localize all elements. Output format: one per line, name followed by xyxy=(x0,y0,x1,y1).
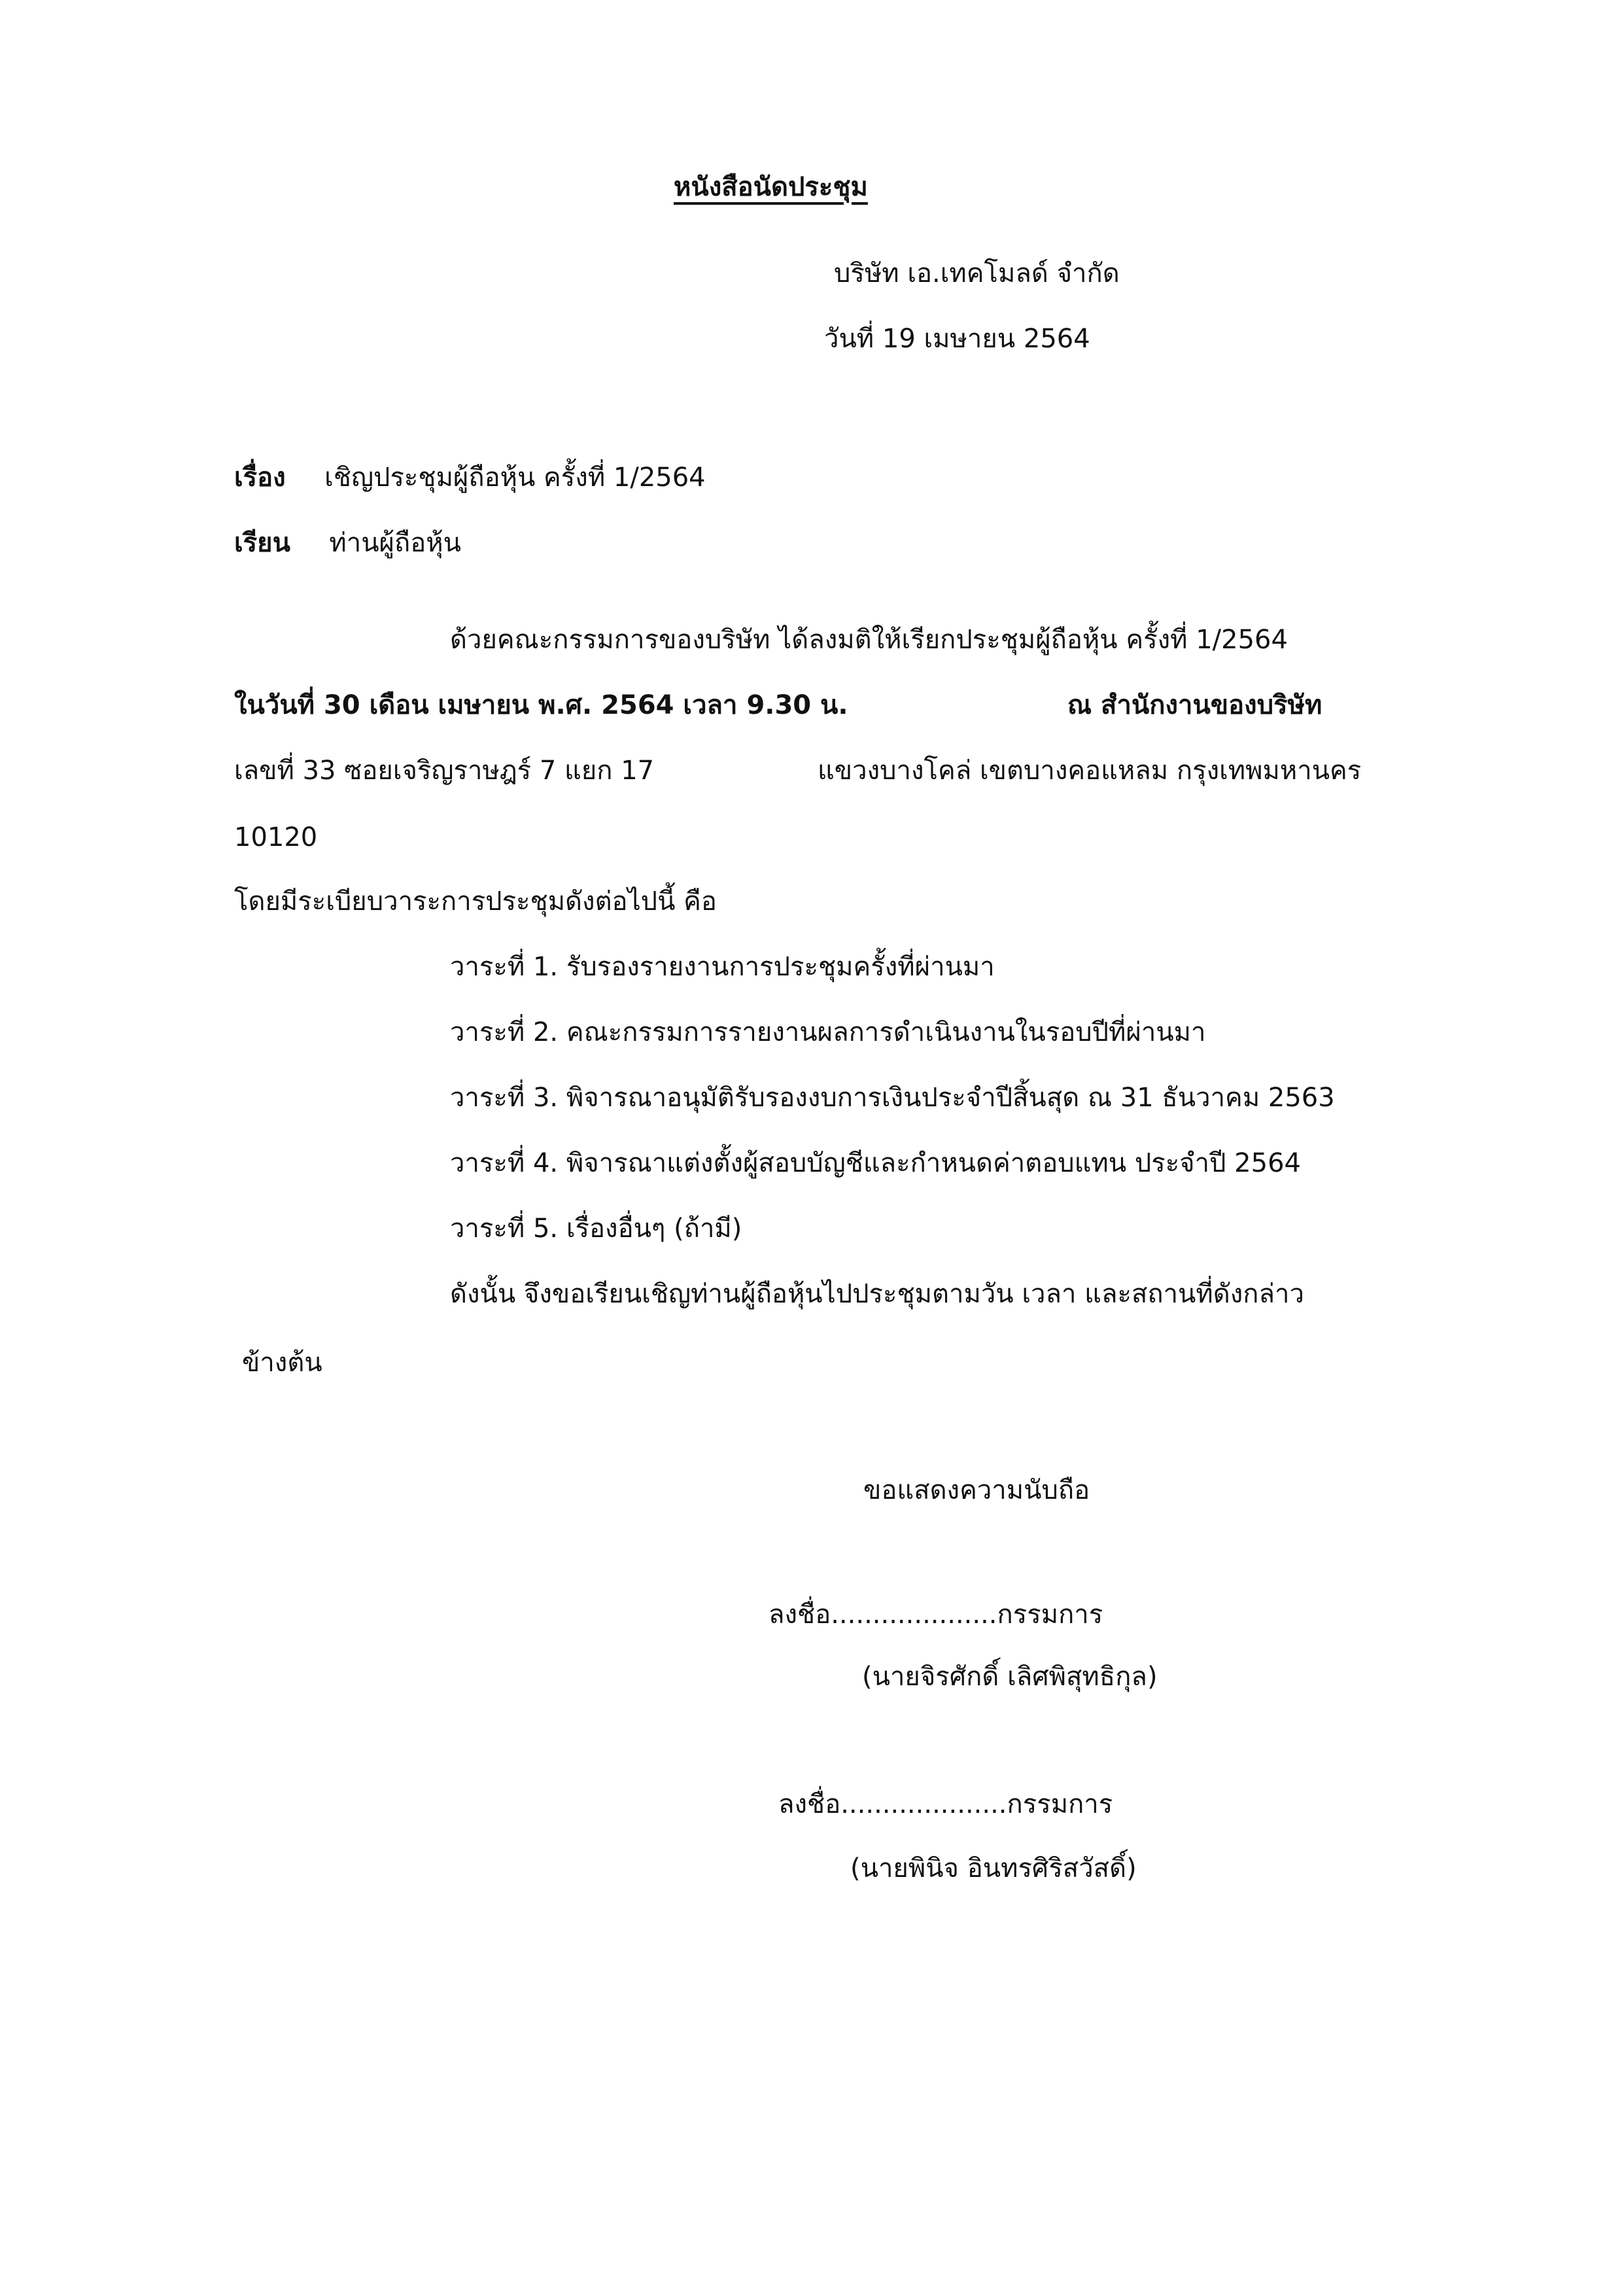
agenda-item-2: วาระที่ 2. คณะกรรมการรายงานผลการดำเนินงานในรอบปีที่ผ่านมา xyxy=(450,1017,1206,1047)
subject-text: เชิญประชุมผู้ถือหุ้น ครั้งที่ 1/2564 xyxy=(324,463,706,493)
agenda-item-4: วาระที่ 4. พิจารณาแต่งตั้งผู้สอบบัญชีและกำหนดค่าตอบแทน ประจำปี 2564 xyxy=(450,1148,1301,1178)
body-line-1: ด้วยคณะกรรมการของบริษัท ได้ลงมติให้เรียกประชุมผู้ถือหุ้น ครั้งที่ 1/2564 xyxy=(450,625,1288,655)
agenda-intro: โดยมีระเบียบวาระการประชุมดังต่อไปนี้ คือ xyxy=(234,886,717,917)
signature-line-1: ลงชื่อ....................กรรมการ xyxy=(769,1600,1103,1630)
recipient-text: ท่านผู้ถือหุ้น xyxy=(329,528,461,558)
document-title: หนังสือนัดประชุม xyxy=(674,172,868,202)
signatory-name-2: (นายพินิจ อินทรศิริสวัสดิ์) xyxy=(850,1853,1137,1883)
body-line-3a: เลขที่ 33 ซอยเจริญราษฎร์ 7 แยก 17 xyxy=(234,756,655,786)
body-line-2b: ณ สำนักงานของบริษัท xyxy=(1067,690,1322,720)
agenda-item-5: วาระที่ 5. เรื่องอื่นๆ (ถ้ามี) xyxy=(450,1214,742,1244)
body-line-2a: ในวันที่ 30 เดือน เมษายน พ.ศ. 2564 เวลา 9.30 น. xyxy=(234,690,848,720)
signature-line-2: ลงชื่อ....................กรรมการ xyxy=(778,1789,1113,1819)
subject-label: เรื่อง xyxy=(234,463,286,493)
recipient-line xyxy=(234,525,461,561)
company-name: บริษัท เอ.เทคโมลด์ จำกัด xyxy=(834,258,1120,289)
subject-line xyxy=(234,459,706,496)
body-line-3b: แขวงบางโคล่ เขตบางคอแหลม กรุงเทพมหานคร xyxy=(818,756,1362,786)
closing-line-2: ข้างต้น xyxy=(242,1348,322,1378)
document-date: วันที่ 19 เมษายน 2564 xyxy=(824,324,1090,354)
regards: ขอแสดงความนับถือ xyxy=(863,1475,1090,1505)
body-line-4: 10120 xyxy=(234,822,318,852)
agenda-item-1: วาระที่ 1. รับรองรายงานการประชุมครั้งที่ผ่านมา xyxy=(450,952,995,982)
closing-line-1: ดังนั้น จึงขอเรียนเชิญท่านผู้ถือหุ้นไปประชุมตามวัน เวลา และสถานที่ดังกล่าว xyxy=(450,1279,1304,1309)
agenda-item-3: วาระที่ 3. พิจารณาอนุมัติรับรองงบการเงินประจำปีสิ้นสุด ณ 31 ธันวาคม 2563 xyxy=(450,1083,1335,1113)
signatory-name-1: (นายจิรศักดิ์ เลิศพิสุทธิกุล) xyxy=(862,1662,1158,1692)
recipient-label: เรียน xyxy=(234,528,290,558)
